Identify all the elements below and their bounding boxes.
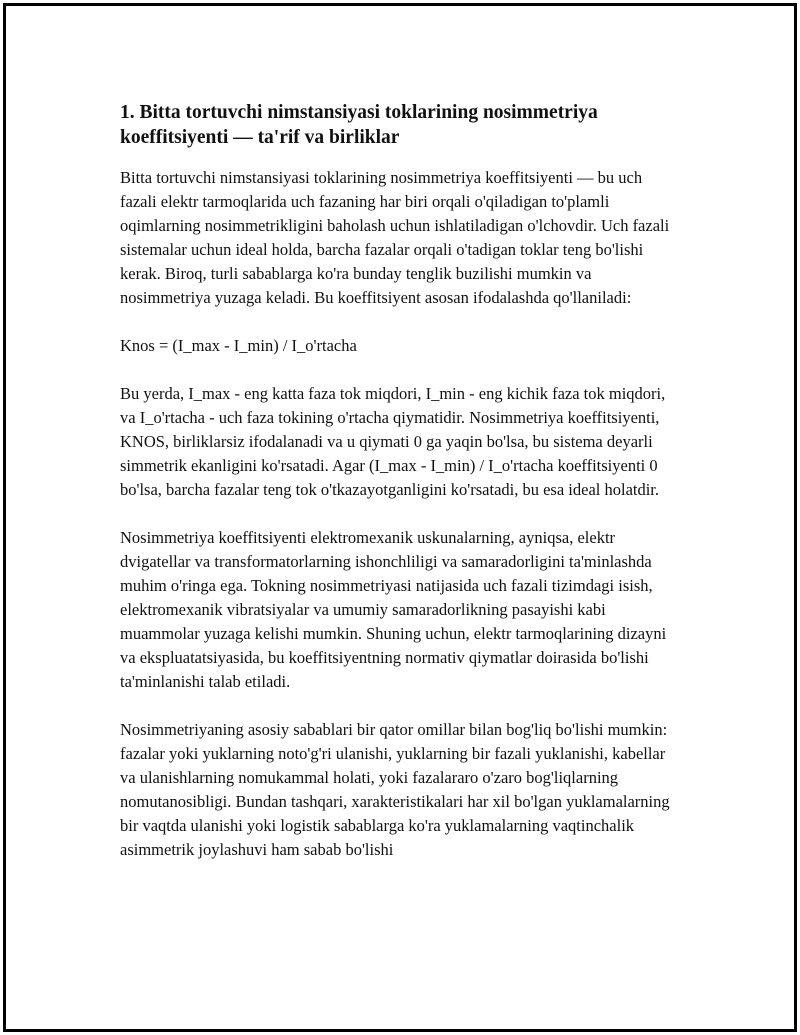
paragraph-importance: Nosimmetriya koeffitsiyenti elektromexanik uskunalarning, ayniqsa, elektr dvigatellar va transformatorlarning ishonchliligi va samaradorligini ta'minlashda muhim o'ringa ega. Tokning nosimmetriyasi natijasida uch fazali tizimdagi isish, elektromexanik vibratsiyalar va umumiy samaradorlikning pasayishi kabi muammolar yuzaga kelishi mumkin. Shuning uchun, elektr tarmoqlarining dizayni va ekspluatatsiyasida, bu koeffitsiyentning normativ qiymatlar doirasida bo'lishi ta'minlanishi talab etiladi. xyxy=(120,528,667,691)
paragraph-explanation: Bu yerda, I_max - eng katta faza tok miqdori, I_min - eng kichik faza tok miqdori, va I_o'rtacha - uch faza tokining o'rtacha qiymatidir. Nosimmetriya koeffitsiyenti, KNOS, birliklarsiz ifodalanadi va u qiymati 0 ga yaqin bo'lsa, bu sistema deyarli simmetrik ekanligini ko'rsatadi. Agar (I_max - I_min) / I_o'rtacha koeffitsiyenti 0 bo'lsa, barcha fazalar teng tok o'tkazayotganligini ko'rsatadi, bu esa ideal holatdir. xyxy=(120,384,666,499)
document-body xyxy=(120,100,680,886)
paragraph-causes: Nosimmetriyaning asosiy sabablari bir qator omillar bilan bog'liq bo'lishi mumkin: fazalar yoki yuklarning noto'g'ri ulanishi, yuklarning bir fazali yuklanishi, kabellar va ulanishlarning nomukammal holati, yoki fazalararo o'zaro bog'liqlarning nomutanosibligi. Bundan tashqari, xarakteristikalari har xil bo'lgan yuklamalarning bir vaqtda ulanishi yoki logistik sabablarga ko'ra yuklamalarning vaqtinchalik asimmetrik joylashuvi ham sabab bo'lishi xyxy=(120,720,670,859)
document-page xyxy=(3,3,797,1032)
paragraph-definition: Bitta tortuvchi nimstansiyasi toklarining nosimmetriya koeffitsiyenti — bu uch fazali elektr tarmoqlarida uch fazaning har biri orqali o'qiladigan to'plamli oqimlarning nosimmetrikligini baholash uchun ishlatiladigan o'lchovdir. Uch fazali sistemalar uchun ideal holda, barcha fazalar orqali o'tadigan toklar teng bo'lishi kerak. Biroq, turli sabablarga ko'ra bunday tenglik buzilishi mumkin va nosimmetriya yuzaga keladi. Bu koeffitsiyent asosan ifodalashda qo'llaniladi: xyxy=(120,168,670,307)
formula: Knos = (I_max - I_min) / I_o'rtacha xyxy=(120,336,357,355)
section-title: 1. Bitta tortuvchi nimstansiyasi toklarining nosimmetriya koeffitsiyenti — ta'rif va birliklar xyxy=(120,102,598,148)
